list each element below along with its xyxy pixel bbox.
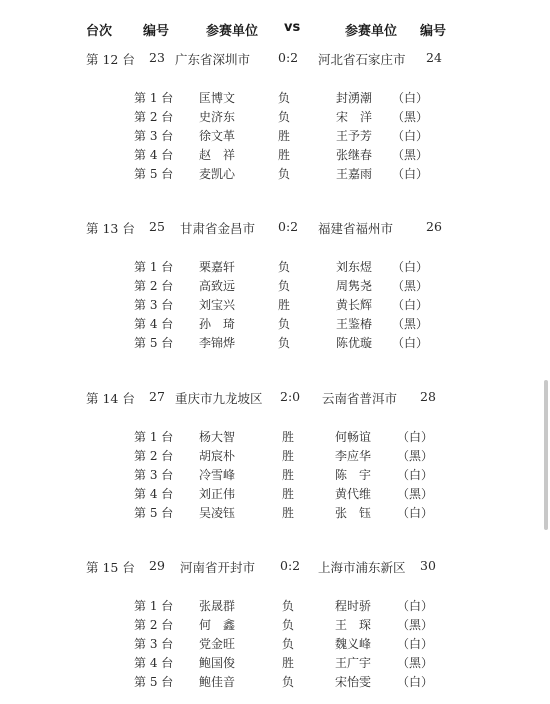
game-board: 第 1 台 — [134, 430, 174, 444]
game-row — [0, 146, 550, 165]
game-result: 负 — [282, 618, 295, 632]
player-a: 杨大智 — [199, 430, 236, 444]
player-b: 王广宇 — [335, 656, 372, 670]
piece-color: （黑） — [397, 656, 434, 670]
player-b: 黄代维 — [335, 487, 372, 501]
game-result: 胜 — [278, 148, 291, 162]
game-board: 第 2 台 — [134, 279, 174, 293]
piece-color: （白） — [392, 167, 429, 181]
piece-color: （黑） — [392, 317, 429, 331]
game-row — [0, 635, 550, 654]
match-num-b: 30 — [420, 558, 436, 573]
game-row — [0, 466, 550, 485]
game-row — [0, 108, 550, 127]
game-board: 第 5 台 — [134, 167, 174, 181]
player-b: 魏义峰 — [335, 637, 372, 651]
game-board: 第 2 台 — [134, 449, 174, 463]
game-result: 胜 — [282, 506, 295, 520]
header-team-a: 参赛单位 — [206, 24, 259, 39]
game-result: 胜 — [282, 449, 295, 463]
player-b: 封湧潮 — [336, 91, 373, 105]
game-board: 第 4 台 — [134, 656, 174, 670]
match-row — [0, 219, 550, 241]
header-team-b: 参赛单位 — [345, 24, 398, 39]
player-a: 栗嘉轩 — [199, 260, 236, 274]
game-row — [0, 89, 550, 108]
player-a: 徐文革 — [199, 129, 236, 143]
match-board: 第 12 台 — [86, 52, 135, 67]
match-block — [0, 50, 550, 184]
player-b: 程时骄 — [335, 599, 372, 613]
match-num-b: 28 — [420, 389, 436, 404]
player-a: 史济东 — [199, 110, 236, 124]
game-row — [0, 597, 550, 616]
match-score: 0:2 — [278, 50, 299, 65]
game-result: 胜 — [282, 430, 295, 444]
match-board: 第 14 台 — [86, 391, 135, 406]
game-row — [0, 258, 550, 277]
match-num-a: 29 — [149, 558, 165, 573]
match-team-b: 云南省普洱市 — [322, 391, 398, 406]
match-row — [0, 389, 550, 411]
player-b: 张继春 — [336, 148, 373, 162]
player-a: 高致远 — [199, 279, 236, 293]
game-result: 负 — [278, 167, 291, 181]
game-row — [0, 296, 550, 315]
player-b: 王鉴椿 — [336, 317, 373, 331]
table-header — [0, 20, 550, 46]
game-board: 第 4 台 — [134, 148, 174, 162]
player-b: 黄长辉 — [336, 298, 373, 312]
game-row — [0, 334, 550, 353]
player-b: 王嘉雨 — [336, 167, 373, 181]
game-board: 第 3 台 — [134, 468, 174, 482]
game-result: 胜 — [278, 129, 291, 143]
piece-color: （白） — [397, 675, 434, 689]
player-b: 刘东煜 — [336, 260, 373, 274]
game-board: 第 5 台 — [134, 675, 174, 689]
piece-color: （白） — [397, 506, 434, 520]
piece-color: （白） — [392, 260, 429, 274]
match-board: 第 15 台 — [86, 560, 135, 575]
player-a: 党金旺 — [199, 637, 236, 651]
game-board: 第 3 台 — [134, 637, 174, 651]
match-num-a: 25 — [149, 219, 165, 234]
piece-color: （白） — [392, 129, 429, 143]
piece-color: （黑） — [392, 279, 429, 293]
player-a: 李锦烨 — [199, 336, 236, 350]
piece-color: （白） — [397, 468, 434, 482]
player-b: 宋怡雯 — [335, 675, 372, 689]
player-a: 何 鑫 — [199, 618, 236, 632]
game-row — [0, 165, 550, 184]
game-result: 负 — [278, 91, 291, 105]
game-board: 第 4 台 — [134, 317, 174, 331]
game-board: 第 1 台 — [134, 260, 174, 274]
player-b: 王 琛 — [335, 618, 372, 632]
game-result: 负 — [282, 599, 295, 613]
game-board: 第 4 台 — [134, 487, 174, 501]
piece-color: （白） — [392, 336, 429, 350]
match-team-a: 广东省深圳市 — [175, 52, 251, 67]
piece-color: （白） — [397, 430, 434, 444]
game-row — [0, 616, 550, 635]
piece-color: （黑） — [397, 487, 434, 501]
player-b: 王予芳 — [336, 129, 373, 143]
match-team-b: 上海市浦东新区 — [318, 560, 406, 575]
player-b: 何畅谊 — [335, 430, 372, 444]
game-result: 胜 — [282, 656, 295, 670]
piece-color: （黑） — [397, 618, 434, 632]
player-b: 李应华 — [335, 449, 372, 463]
match-score: 0:2 — [280, 558, 301, 573]
header-number-b: 编号 — [420, 24, 447, 39]
scrollbar[interactable] — [544, 380, 548, 530]
match-score: 0:2 — [278, 219, 299, 234]
game-result: 负 — [282, 675, 295, 689]
game-result: 负 — [278, 279, 291, 293]
game-board: 第 3 台 — [134, 298, 174, 312]
match-board: 第 13 台 — [86, 221, 135, 236]
match-num-b: 24 — [426, 50, 442, 65]
player-b: 张 钰 — [335, 506, 372, 520]
game-result: 胜 — [278, 298, 291, 312]
match-score: 2:0 — [280, 389, 301, 404]
game-list — [0, 89, 550, 184]
player-a: 吴凌钰 — [199, 506, 236, 520]
game-board: 第 2 台 — [134, 110, 174, 124]
player-a: 胡宸朴 — [199, 449, 236, 463]
match-team-a: 甘肃省金昌市 — [180, 221, 256, 236]
game-row — [0, 277, 550, 296]
game-board: 第 1 台 — [134, 599, 174, 613]
match-row — [0, 558, 550, 580]
match-block — [0, 219, 550, 353]
player-b: 周隽尧 — [336, 279, 373, 293]
match-num-a: 27 — [149, 389, 165, 404]
game-list — [0, 597, 550, 692]
match-team-a: 河南省开封市 — [180, 560, 256, 575]
game-result: 胜 — [282, 487, 295, 501]
piece-color: （白） — [397, 599, 434, 613]
match-team-b: 河北省石家庄市 — [318, 52, 406, 67]
piece-color: （黑） — [392, 110, 429, 124]
game-result: 负 — [278, 260, 291, 274]
match-block — [0, 389, 550, 523]
game-row — [0, 504, 550, 523]
game-board: 第 3 台 — [134, 129, 174, 143]
piece-color: （白） — [392, 298, 429, 312]
player-a: 刘正伟 — [199, 487, 236, 501]
player-a: 刘宝兴 — [199, 298, 236, 312]
game-row — [0, 127, 550, 146]
player-a: 冷雪峰 — [199, 468, 236, 482]
player-a: 匡博文 — [199, 91, 236, 105]
game-board: 第 1 台 — [134, 91, 174, 105]
game-row — [0, 654, 550, 673]
game-result: 负 — [278, 336, 291, 350]
game-board: 第 5 台 — [134, 506, 174, 520]
player-a: 赵 祥 — [199, 148, 236, 162]
game-result: 负 — [278, 110, 291, 124]
piece-color: （黑） — [392, 148, 429, 162]
match-team-a: 重庆市九龙坡区 — [175, 391, 263, 406]
piece-color: （白） — [392, 91, 429, 105]
player-a: 孙 琦 — [199, 317, 236, 331]
game-row — [0, 428, 550, 447]
player-b: 宋 洋 — [336, 110, 373, 124]
game-row — [0, 485, 550, 504]
header-board: 台次 — [86, 24, 113, 39]
game-result: 负 — [278, 317, 291, 331]
piece-color: （白） — [397, 637, 434, 651]
match-block — [0, 558, 550, 692]
match-row — [0, 50, 550, 72]
player-a: 张晟群 — [199, 599, 236, 613]
game-board: 第 2 台 — [134, 618, 174, 632]
header-number: 编号 — [143, 24, 170, 39]
header-vs: vs — [284, 20, 301, 35]
game-result: 胜 — [282, 468, 295, 482]
game-row — [0, 315, 550, 334]
player-b: 陈优璇 — [336, 336, 373, 350]
match-team-b: 福建省福州市 — [318, 221, 394, 236]
piece-color: （黑） — [397, 449, 434, 463]
player-a: 鲍佳音 — [199, 675, 236, 689]
match-num-a: 23 — [149, 50, 165, 65]
player-a: 鲍国俊 — [199, 656, 236, 670]
player-a: 麦凯心 — [199, 167, 236, 181]
player-b: 陈 宇 — [335, 468, 372, 482]
match-num-b: 26 — [426, 219, 442, 234]
game-result: 负 — [282, 637, 295, 651]
game-list — [0, 428, 550, 523]
game-row — [0, 447, 550, 466]
game-row — [0, 673, 550, 692]
game-board: 第 5 台 — [134, 336, 174, 350]
game-list — [0, 258, 550, 353]
